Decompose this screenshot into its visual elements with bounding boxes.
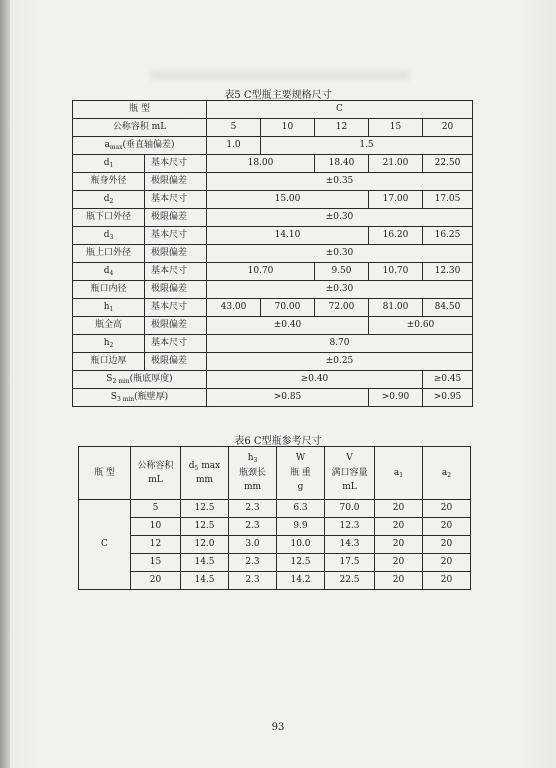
cell-text: h [103,337,110,348]
cell: 瓶下口外径 [73,209,145,227]
header-cell [423,447,471,500]
book-spine-shadow [0,0,10,768]
table-row [73,353,473,371]
cell: C [207,101,473,119]
cell: 10.70 [369,263,423,281]
cell: 5 [131,500,181,518]
table6-caption: 表6 C型瓶参考尺寸 [234,436,322,447]
cell: 基本尺寸 [145,335,207,353]
cell: ±0.25 [207,353,473,371]
cell: 3.0 [229,536,277,554]
cell: 瓶全高 [73,317,145,335]
table-row [73,227,473,245]
table-row [73,371,473,389]
cell: 20 [131,572,181,590]
cell: 基本尺寸 [145,227,207,245]
cell: 瓶 型 [73,101,207,119]
cell: ≥0.45 [423,371,473,389]
cell: 瓶身外径 [73,173,145,191]
cell: 22.50 [423,155,473,173]
table-row [73,263,473,281]
cell: ±0.40 [207,317,369,335]
cell: 20 [375,500,423,518]
cell-text: 瓶 重 [290,467,311,478]
cell-text: 瓶颈长 [238,467,266,478]
cell: 14.2 [277,572,325,590]
cell: 16.20 [369,227,423,245]
cell: 2.3 [229,572,277,590]
cell-sub: 3 [253,457,258,465]
cell-text: mm [243,482,262,493]
cell: 2.3 [229,554,277,572]
cell: 9.9 [277,518,325,536]
cell-text: d [103,229,110,240]
cell: 21.00 [369,155,423,173]
cell: 15 [131,554,181,572]
table-row [73,101,473,119]
cell: 17.00 [369,191,423,209]
cell: >0.85 [207,389,369,407]
cell: 14.10 [207,227,369,245]
cell: 84.50 [423,299,473,317]
cell: 20 [375,536,423,554]
cell: 18.00 [207,155,315,173]
cell [73,191,145,209]
table-row [73,209,473,227]
cell-text: mL [342,482,357,493]
cell: 基本尺寸 [145,155,207,173]
cell: 70.00 [261,299,315,317]
cell: 15.00 [207,191,369,209]
cell: 20 [375,572,423,590]
cell-sub: 1 [399,471,404,479]
cell: 12.30 [423,263,473,281]
cell: 14.5 [181,572,229,590]
cell: 14.5 [181,554,229,572]
cell: 10 [261,119,315,137]
cell: 12.0 [181,536,229,554]
cell-text: d [188,460,195,471]
cell: 基本尺寸 [145,191,207,209]
header-cell [131,447,181,500]
cell: 16.25 [423,227,473,245]
cell: 12 [315,119,369,137]
cell-text: mL [148,475,163,485]
table-row [73,173,473,191]
cell: 20 [423,554,471,572]
header-cell [375,447,423,500]
cell-sub: 2 [109,197,114,205]
cell: 12 [131,536,181,554]
cell-text: 满口容量 [331,467,368,478]
cell-text: max [198,460,221,471]
cell-sub: 2 min [112,377,130,385]
bleed-through [150,70,410,80]
header-cell [181,447,229,500]
cell-text: S [110,391,117,402]
cell: 极限偏差 [145,173,207,191]
cell-text: d [103,193,110,204]
cell: 瓶口内径 [73,281,145,299]
cell-text: d [103,265,110,276]
cell: 70.0 [325,500,375,518]
cell: 公称容积 mL [73,119,207,137]
table-row [73,299,473,317]
table-row [79,500,471,518]
cell: 2.3 [229,518,277,536]
cell: >0.95 [423,389,473,407]
cell: 极限偏差 [145,317,207,335]
cell [73,227,145,245]
cell-text: a [393,467,400,478]
cell: 20 [423,572,471,590]
cell: 20 [375,554,423,572]
cell [73,299,145,317]
cell-sub: 1 [109,305,114,313]
cell: 20 [423,536,471,554]
table-row [79,572,471,590]
cell-sub: 3 min [116,395,135,403]
table-row [73,191,473,209]
table-row [79,536,471,554]
table-row [73,119,473,137]
cell [73,263,145,281]
cell-text: d [103,157,110,168]
cell-text: (垂直轴偏差) [122,139,175,150]
table-row [73,335,473,353]
cell: 10.0 [277,536,325,554]
cell [73,137,207,155]
cell: 17.5 [325,554,375,572]
cell: 极限偏差 [145,281,207,299]
cell: 20 [375,518,423,536]
cell [73,335,145,353]
cell: 43.00 [207,299,261,317]
cell-text: V [346,453,353,464]
cell [73,155,145,173]
cell: 12.5 [181,500,229,518]
cell: >0.90 [369,389,423,407]
table-row [73,389,473,407]
cell: ±0.30 [207,245,473,263]
cell: 10.70 [207,263,315,281]
cell [73,371,207,389]
cell-sub: max [109,143,123,151]
cell: 5 [207,119,261,137]
cell: 1.0 [207,137,261,155]
cell: ±0.35 [207,173,473,191]
cell-sub: 2 [447,471,452,479]
cell: 15 [369,119,423,137]
cell-sub: 2 [109,341,114,349]
page-number: 93 [271,722,285,733]
cell-text: g [297,482,304,493]
cell: ≥0.40 [207,371,423,389]
cell: 极限偏差 [145,353,207,371]
header-cell [229,447,277,500]
cell-sub: 1 [109,161,114,169]
table-row [73,317,473,335]
cell: ±0.30 [207,281,473,299]
cell-text: a [104,139,110,150]
table-row [73,281,473,299]
table-row [73,155,473,173]
cell: 20 [423,518,471,536]
table-row [79,554,471,572]
cell-sub: 3 [109,233,114,241]
cell-text: (瓶底厚度) [129,373,173,384]
cell: 9.50 [315,263,369,281]
cell: 2.3 [229,500,277,518]
cell: 12.3 [325,518,375,536]
cell-text: mm [195,475,214,486]
cell: 20 [423,119,473,137]
header-cell [325,447,375,500]
cell: 8.70 [207,335,473,353]
table-row [79,518,471,536]
cell-text: h [247,453,254,464]
cell-text: S [106,373,113,384]
cell: 瓶口边厚 [73,353,145,371]
header-cell: 瓶 型 [79,447,131,500]
cell-text: a [441,467,448,478]
cell: 基本尺寸 [145,263,207,281]
cell: 81.00 [369,299,423,317]
cell: 6.3 [277,500,325,518]
cell: 20 [423,500,471,518]
cell: 18.40 [315,155,369,173]
header-cell [277,447,325,500]
cell [73,389,207,407]
cell: ±0.30 [207,209,473,227]
cell-text: h [103,301,110,312]
table-header-row [79,447,471,500]
cell: 1.5 [261,137,473,155]
cell: ±0.60 [369,317,473,335]
cell: 14.3 [325,536,375,554]
cell-text: (瓶壁厚) [134,391,169,402]
table6-reference-table [78,446,471,590]
cell: 瓶上口外径 [73,245,145,263]
table5-spec-table [72,100,473,407]
table5-caption: 表5 C型瓶主要规格尺寸 [224,90,332,101]
cell: 12.5 [277,554,325,572]
cell: 基本尺寸 [145,299,207,317]
cell: C [79,500,131,590]
table-row [73,245,473,263]
cell: 12.5 [181,518,229,536]
cell: 22.5 [325,572,375,590]
cell: 17.05 [423,191,473,209]
cell: 极限偏差 [145,209,207,227]
cell-sub: 5 [194,464,199,472]
cell-text: W [295,453,306,464]
table-row [73,137,473,155]
cell: 极限偏差 [145,245,207,263]
cell-sub: 4 [109,269,114,277]
cell: 10 [131,518,181,536]
cell: 72.00 [315,299,369,317]
cell-text: 公称容积 [137,460,174,471]
